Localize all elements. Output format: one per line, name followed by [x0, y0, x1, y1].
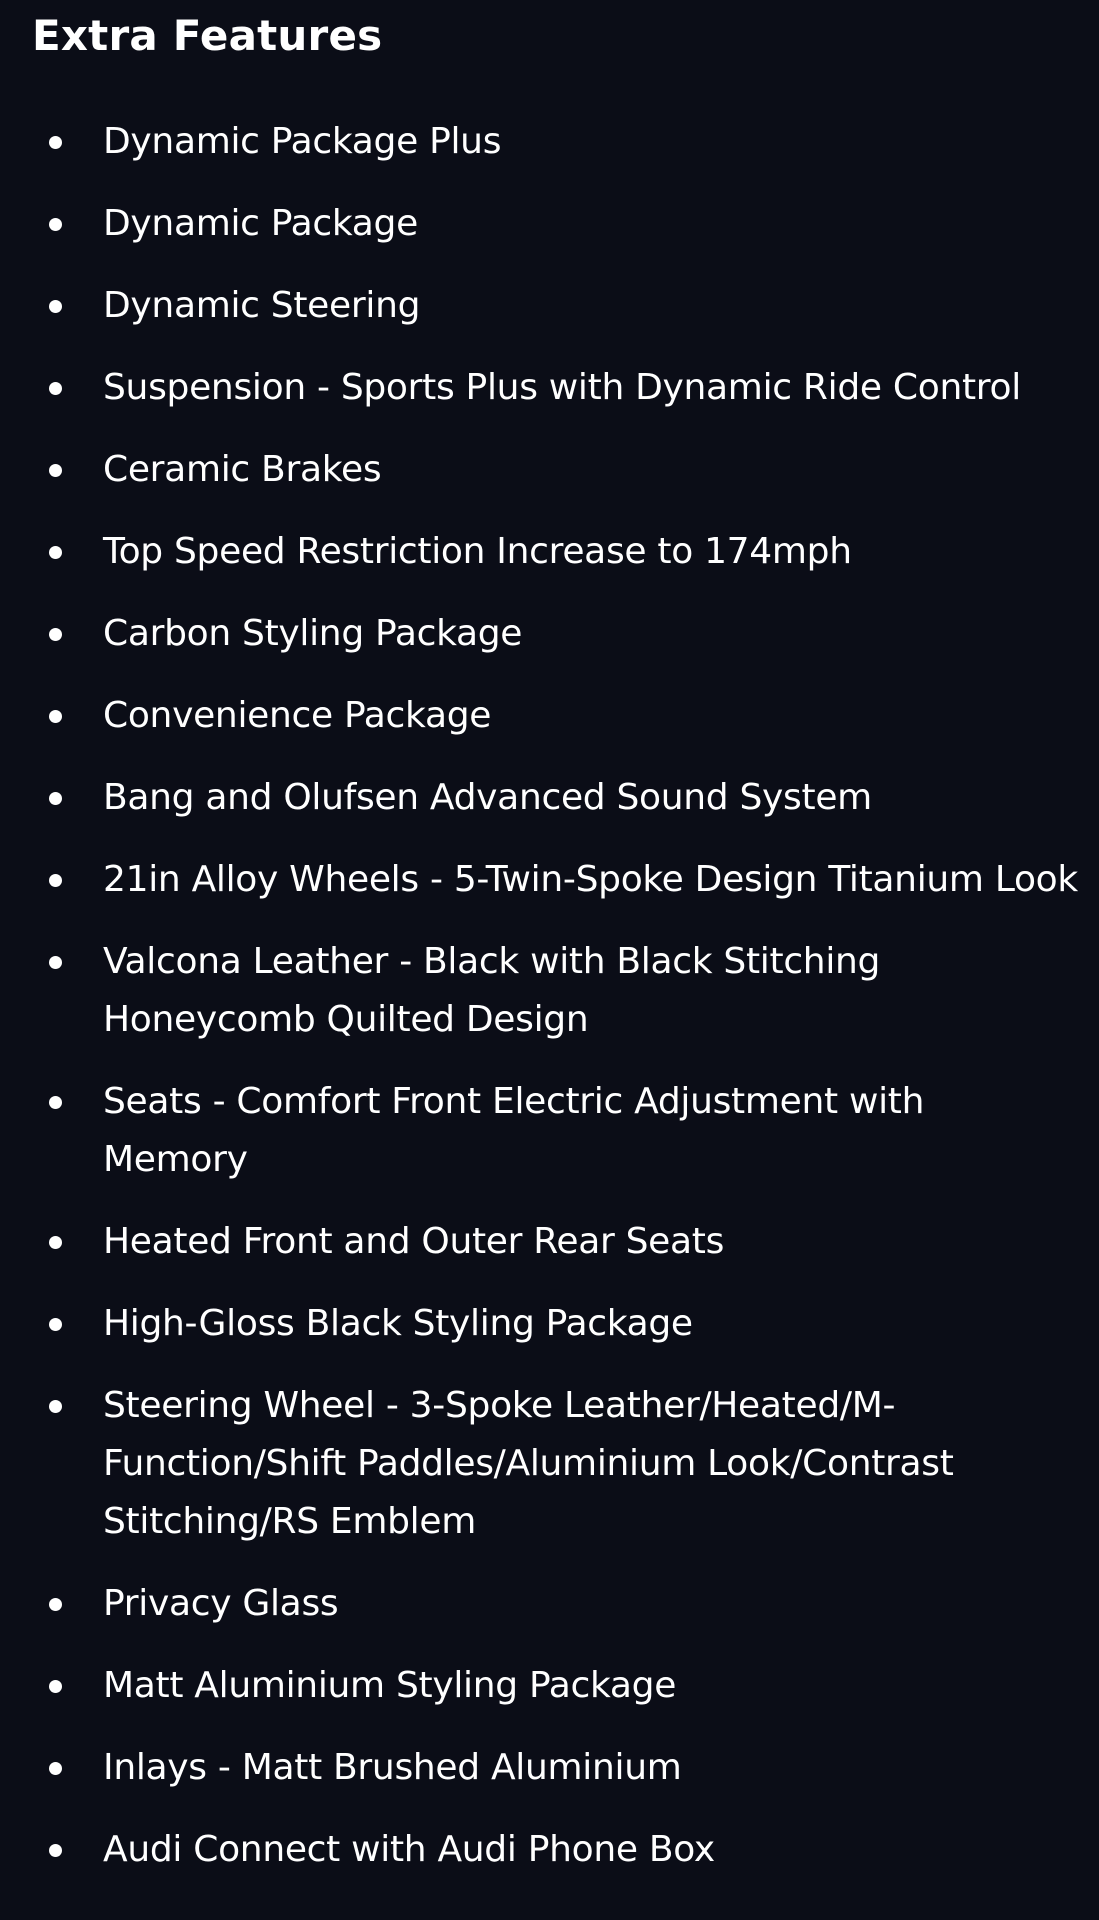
- feature-text: Top Speed Restriction Increase to 174mph: [103, 531, 852, 572]
- bullet-icon: [49, 792, 62, 805]
- feature-text: Matt Aluminium Styling Package: [103, 1665, 677, 1706]
- bullet-icon: [49, 1598, 62, 1611]
- list-item: [0, 277, 1099, 335]
- bullet-icon: [49, 464, 62, 477]
- list-item: [0, 851, 1099, 909]
- feature-list: [0, 113, 1099, 1903]
- bullet-icon: [49, 874, 62, 887]
- bullet-icon: [49, 956, 62, 969]
- bullet-icon: [49, 1400, 62, 1413]
- bullet-icon: [49, 546, 62, 559]
- list-item: [0, 687, 1099, 745]
- list-item: [0, 1213, 1099, 1271]
- list-item: [0, 1739, 1099, 1797]
- feature-text: High-Gloss Black Styling Package: [103, 1303, 693, 1344]
- bullet-icon: [49, 710, 62, 723]
- list-item: [0, 1073, 1099, 1189]
- feature-text: Dynamic Package Plus: [103, 121, 502, 162]
- list-item: [0, 1657, 1099, 1715]
- list-item: [0, 195, 1099, 253]
- feature-text: Dynamic Steering: [103, 285, 421, 326]
- bullet-icon: [49, 1844, 62, 1857]
- feature-text: Steering Wheel - 3-Spoke Leather/Heated/M-Function/Shift Paddles/Aluminium Look/Contrast Stitching/RS Emblem: [103, 1385, 954, 1542]
- list-item: [0, 933, 1099, 1049]
- list-item: [0, 1575, 1099, 1633]
- feature-text: Dynamic Package: [103, 203, 418, 244]
- bullet-icon: [49, 300, 62, 313]
- feature-text: Suspension - Sports Plus with Dynamic Ride Control: [103, 367, 1021, 408]
- list-item: [0, 1377, 1099, 1551]
- feature-text: Seats - Comfort Front Electric Adjustment with Memory: [103, 1081, 925, 1180]
- feature-text: Convenience Package: [103, 695, 492, 736]
- bullet-icon: [49, 218, 62, 231]
- list-item: [0, 359, 1099, 417]
- feature-text: Heated Front and Outer Rear Seats: [103, 1221, 725, 1262]
- feature-text: Audi Connect with Audi Phone Box: [103, 1829, 715, 1870]
- bullet-icon: [49, 136, 62, 149]
- list-item: [0, 605, 1099, 663]
- bullet-icon: [49, 1096, 62, 1109]
- feature-text: Inlays - Matt Brushed Aluminium: [103, 1747, 682, 1788]
- bullet-icon: [49, 1762, 62, 1775]
- feature-text: Valcona Leather - Black with Black Stitching Honeycomb Quilted Design: [103, 941, 881, 1040]
- list-item: [0, 523, 1099, 581]
- bullet-icon: [49, 628, 62, 641]
- list-item: [0, 113, 1099, 171]
- feature-text: Bang and Olufsen Advanced Sound System: [103, 777, 872, 818]
- list-item: [0, 1295, 1099, 1353]
- section-title: Extra Features: [32, 11, 383, 60]
- feature-text: 21in Alloy Wheels - 5-Twin-Spoke Design Titanium Look: [103, 859, 1078, 900]
- bullet-icon: [49, 1680, 62, 1693]
- bullet-icon: [49, 1318, 62, 1331]
- list-item: [0, 441, 1099, 499]
- bullet-icon: [49, 1236, 62, 1249]
- list-item: [0, 1821, 1099, 1879]
- feature-text: Carbon Styling Package: [103, 613, 523, 654]
- feature-text: Privacy Glass: [103, 1583, 339, 1624]
- list-item: [0, 769, 1099, 827]
- bullet-icon: [49, 382, 62, 395]
- feature-text: Ceramic Brakes: [103, 449, 382, 490]
